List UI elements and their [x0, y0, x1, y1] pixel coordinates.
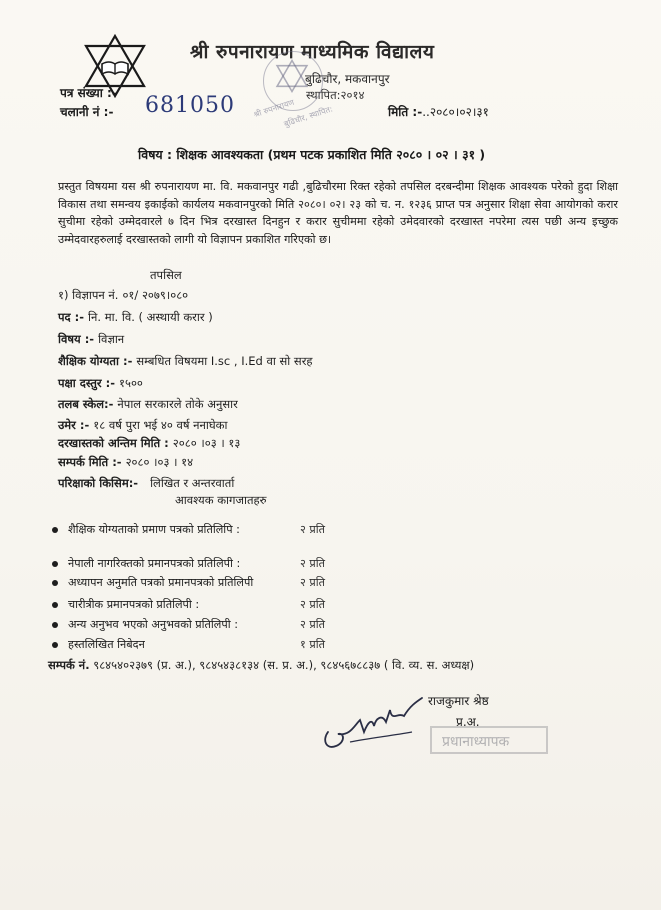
bullet-icon [52, 527, 58, 533]
bullet-icon [52, 642, 58, 648]
detail-row: सम्पर्क मिति :- २०८० ।०३ । १४ [58, 455, 194, 469]
school-address: बुढिचौर, मकवानपुर [305, 72, 390, 86]
chalani-label: चलानी नं :- [60, 105, 114, 119]
contact-label: सम्पर्क नं. [48, 658, 90, 672]
contact-line [48, 658, 474, 673]
date-value: ..२०८०।०२।३१ [422, 105, 489, 119]
established-year: स्थापित:२०१४ [306, 88, 365, 102]
headmaster-stamp: प्रधानाध्यापक [430, 726, 548, 754]
detail-row: पद :- नि. मा. वि. ( अस्थायी करार ) [58, 310, 213, 324]
date-label: मिति :- [388, 105, 423, 119]
document-item: अन्य अनुभव भएको अनुभवको प्रतिलिपी : २ प्रति [52, 617, 238, 632]
detail-row: दरखास्तको अन्तिम मिति : २०८० ।०३ । १३ [58, 436, 241, 450]
signatory-name: राजकुमार श्रेष्ठ [428, 694, 489, 708]
detail-row: उमेर :- १८ वर्ष पुरा भई ४० वर्ष ननाघेका [58, 418, 228, 432]
school-name: श्री रुपनारायण माध्यमिक विद्यालय [190, 41, 435, 63]
body-paragraph: प्रस्तुत विषयमा यस श्री रुपनारायण मा. वि. मकवानपुर गढी ,बुढिचौरमा रिक्त रहेको तपसिल दरबन्दीमा शिक्षक आवश्यक परेको हुदा शिक्षा विकास तथा समन्वय इकाईको कार्यलय मकवानपुरको मिति २०८०। ०२। २३ को च. न. १२३६ प्राप्त पत्र अनुसार शिक्षा सेवा आयोगको करार सुचीमा रहेको उम्मेदवारले ७ दिन भित्र दरखास्त दिनहुन र करार सुचीममा रहेको उमेदवारको दरखास्त नपरेमा त्यस पछी अन्य इच्छुक उम्मेदवारहरुलाई दरखास्तको लागी यो विज्ञापन प्रकाशित गरिएको छ। [58, 180, 618, 246]
document-item: शैक्षिक योग्यताको प्रमाण पत्रको प्रतिलिपि : २ प्रति [52, 522, 240, 537]
handwritten-signature [320, 692, 430, 756]
bullet-icon [52, 561, 58, 567]
document-item: चारीत्रीक प्रमानपत्रको प्रतिलिपी : २ प्रति [52, 597, 199, 612]
document-item: अध्यापन अनुमति पत्रको प्रमानपत्रको प्रतिलिपी २ प्रति [52, 575, 253, 590]
document-item: नेपाली नागरिक्तको प्रमानपत्रको प्रतिलिपी : २ प्रति [52, 556, 240, 571]
bullet-icon [52, 622, 58, 628]
detail-row: १) विज्ञापन नं. ०१/ २०७९।०८० [58, 288, 189, 302]
stamp-text-1: श्री रुपनारायण [252, 97, 296, 120]
contact-numbers: ९८४५४०२३७९ (प्र. अ.), ९८४५४३८१३४ (स. प्र. अ.), ९८४५६७८८३७ ( वि. व्य. स. अध्यक्ष) [93, 658, 475, 672]
school-round-stamp [245, 45, 345, 129]
bullet-icon [52, 602, 58, 608]
tapasil-heading: तपसिल [150, 268, 182, 282]
detail-row: शैक्षिक योग्यता :- सम्बधित विषयमा I.sc , I.Ed वा सो सरह [58, 354, 313, 368]
detail-row: परिक्षाको किसिम:- लिखित र अन्तरवार्ता [58, 476, 235, 490]
stamp-text-2: बुढिचौर, स्थापित: [282, 104, 334, 129]
detail-row: विषय :- विज्ञान [58, 332, 125, 346]
patra-sankhya-label: पत्र संख्या :- [60, 86, 117, 100]
chalani-number: 681050 [145, 93, 235, 118]
detail-row: तलब स्केल:- नेपाल सरकारले तोके अनुसार [58, 397, 238, 411]
date-line [388, 103, 489, 120]
bullet-icon [52, 580, 58, 586]
document-item: हस्तलिखित निबेदन १ प्रति [52, 637, 145, 652]
signatory-title: प्र.अ. [456, 715, 480, 729]
documents-heading: आवश्यक कागजातहरु [175, 493, 267, 507]
stamp-logo-icon [275, 59, 309, 93]
subject-line: विषय : शिक्षक आवश्यकता (प्रथम पटक प्रकाशित मिति २०८० । ०२ । ३१ ) [138, 147, 486, 162]
detail-row: पक्षा दस्तुर :- १५०० [58, 376, 143, 390]
